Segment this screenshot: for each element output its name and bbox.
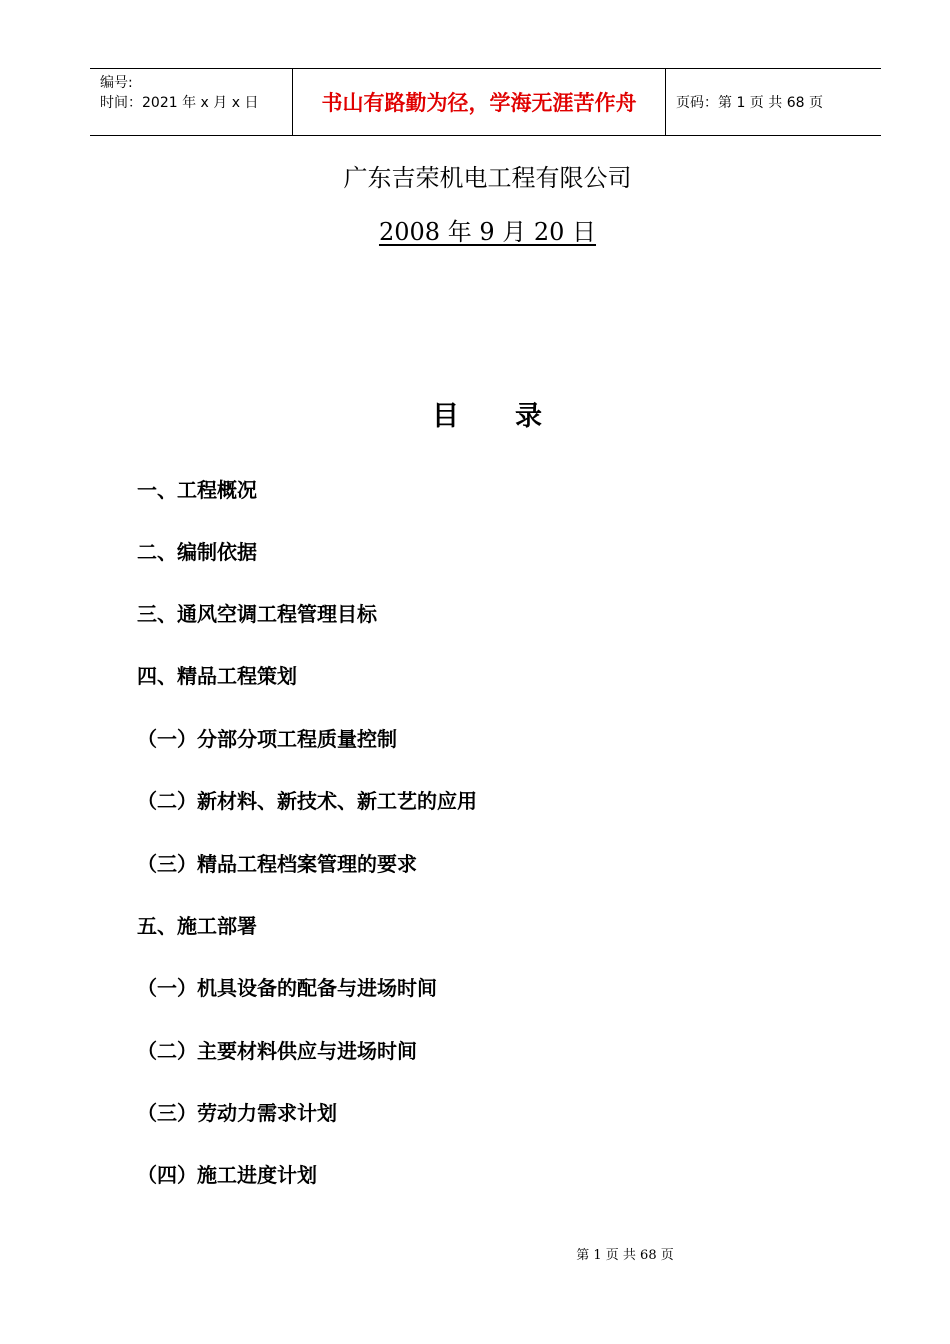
page-footer: 第 1 页 共 68 页 [576, 1248, 674, 1263]
company-name: 广东吉荣机电工程有限公司 [343, 164, 632, 192]
toc-item[interactable]: 五、施工部署 [137, 914, 257, 938]
document-date [0, 212, 950, 247]
toc-item[interactable]: （二）新材料、新技术、新工艺的应用 [137, 789, 477, 813]
page-header [90, 68, 881, 136]
toc-item[interactable]: （四）施工进度计划 [137, 1163, 317, 1187]
number-label: 编号: [100, 75, 133, 91]
toc-item[interactable]: （三）劳动力需求计划 [137, 1101, 337, 1125]
toc-item[interactable]: （三）精品工程档案管理的要求 [137, 852, 417, 876]
time-label: 时间：2021 年 x 月 x 日 [100, 95, 259, 111]
toc-item[interactable]: （二）主要材料供应与进场时间 [137, 1039, 417, 1063]
toc-item[interactable]: （一）机具设备的配备与进场时间 [137, 976, 437, 1000]
header-motto: 书山有路勤为径，学海无涯苦作舟 [293, 69, 666, 135]
toc-title-right: 录 [515, 401, 542, 432]
toc-title [432, 394, 542, 433]
header-page-label: 页码：第 1 页 共 68 页 [676, 95, 823, 111]
toc-title-left: 目 [432, 401, 459, 432]
document-date-text: 2008 年 9 月 20 日 [378, 218, 597, 246]
toc-item[interactable]: 三、通风空调工程管理目标 [137, 602, 377, 626]
toc-item[interactable]: 四、精品工程策划 [137, 664, 297, 688]
toc-item[interactable]: 一、工程概况 [137, 478, 257, 502]
header-meta [90, 69, 293, 135]
toc-item[interactable]: （一）分部分项工程质量控制 [137, 727, 397, 751]
toc-item[interactable]: 二、编制依据 [137, 540, 257, 564]
